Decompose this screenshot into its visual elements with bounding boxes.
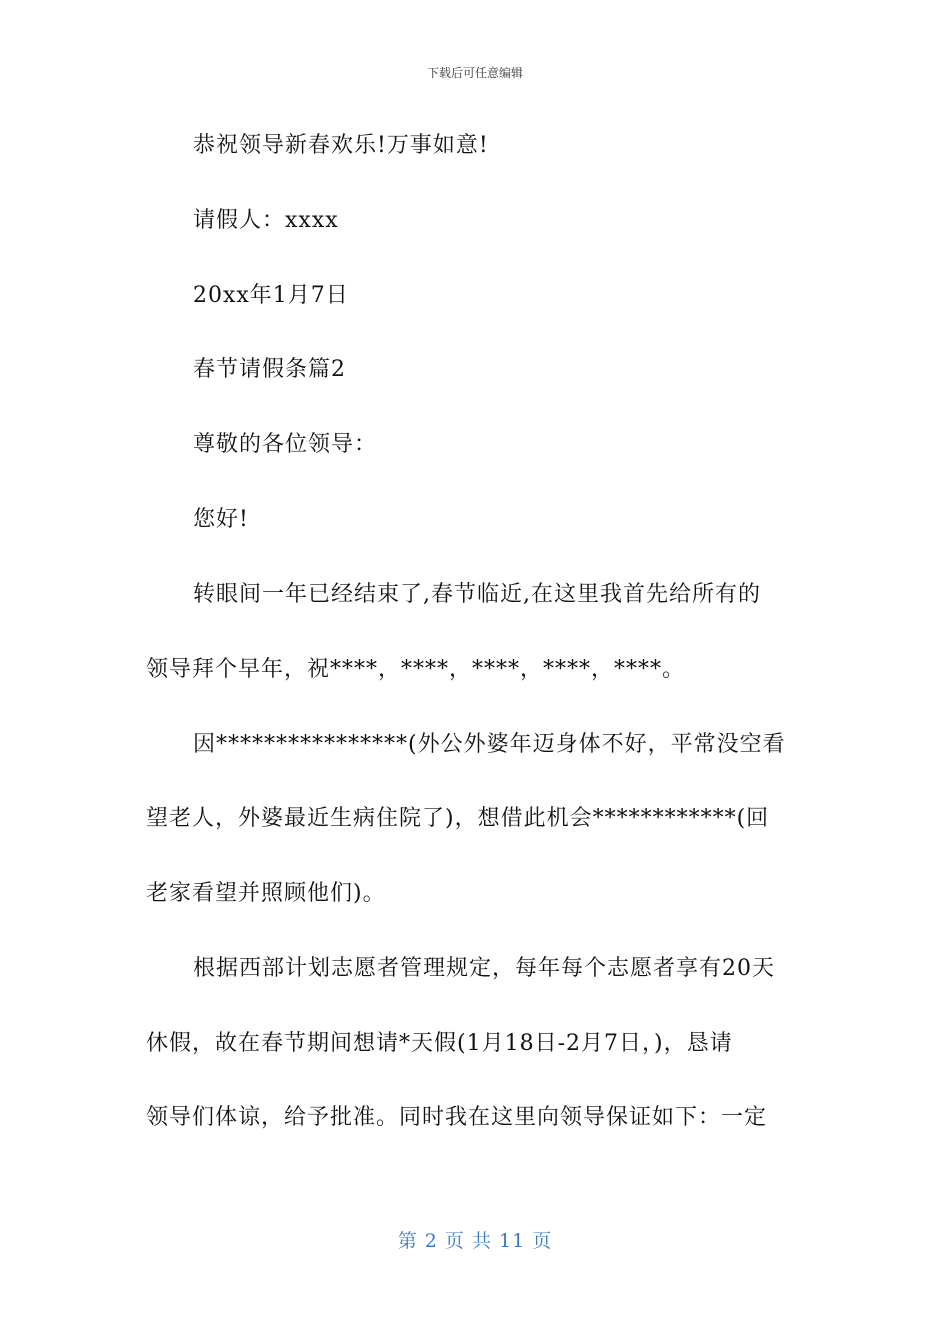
paragraph-line: 望老人，外婆最近生病住院了)，想借此机会************(回 xyxy=(146,806,770,831)
paragraph-line: 领导拜个早年，祝****，****，****，****，****。 xyxy=(146,657,686,682)
page-number-footer: 第 2 页 共 11 页 xyxy=(397,1230,553,1252)
paragraph-line: 因****************(外公外婆年迈身体不好，平常没空看 xyxy=(193,732,786,757)
paragraph-line: 休假，故在春节期间想请*天假(1月18日-2月7日，)，恳请 xyxy=(146,1031,733,1056)
paragraph-line: 老家看望并照顾他们)。 xyxy=(146,881,386,906)
hello-line: 您好! xyxy=(193,507,249,532)
paragraph-line: 领导们体谅，给予批准。同时我在这里向领导保证如下：一定 xyxy=(146,1105,768,1130)
paragraph-line: 转眼间一年已经结束了,春节临近,在这里我首先给所有的 xyxy=(193,582,761,607)
salutation-line: 尊敬的各位领导： xyxy=(193,432,378,457)
paragraph-line: 根据西部计划志愿者管理规定，每年每个志愿者享有20天 xyxy=(193,956,775,981)
date-line: 20xx年1月7日 xyxy=(193,283,349,308)
page-header: 下载后可任意编辑 xyxy=(426,66,523,80)
section-title: 春节请假条篇2 xyxy=(193,357,346,382)
applicant-line: 请假人：xxxx xyxy=(193,208,339,233)
greeting-line: 恭祝领导新春欢乐!万事如意! xyxy=(193,133,489,158)
